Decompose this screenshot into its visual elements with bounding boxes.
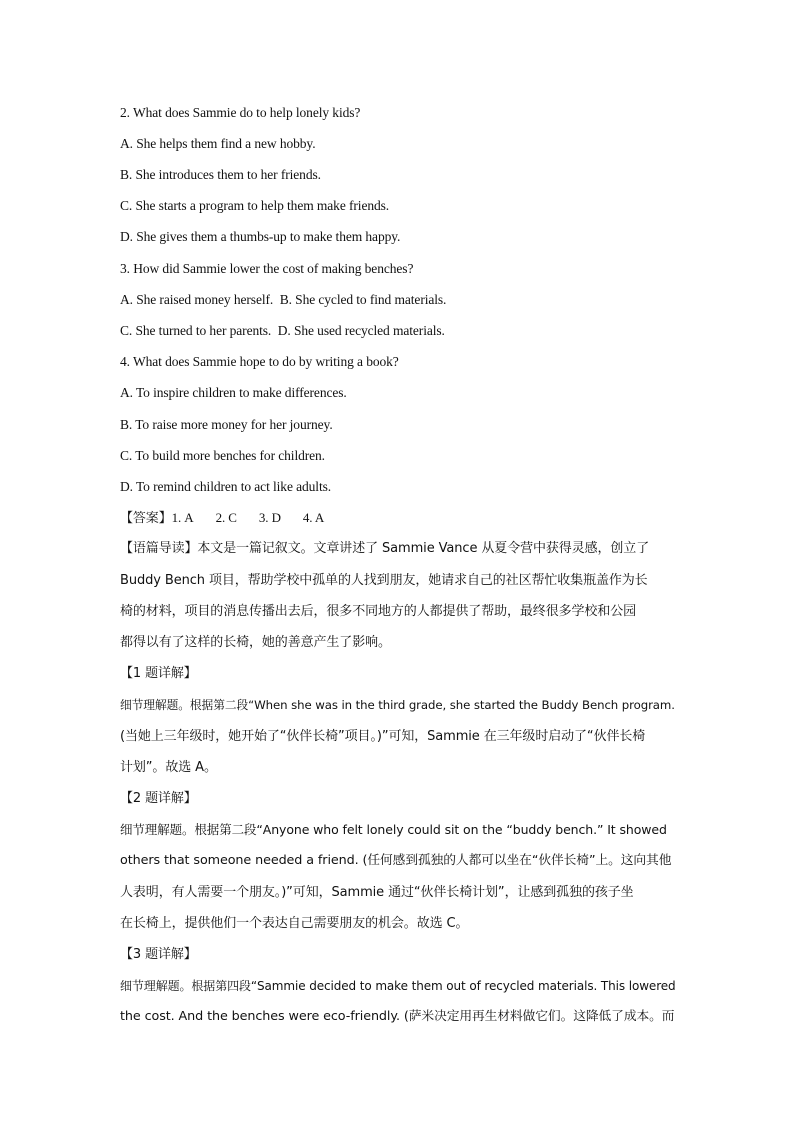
question-3-stem: 3. How did Sammie lower the cost of making benches? xyxy=(120,261,414,276)
question-2-option-c: C. She starts a program to help them make friends. xyxy=(120,198,390,213)
answer-label: 【答案】 xyxy=(120,511,172,526)
guide-line-1: 【语篇导读】本文是一篇记叙文。文章讲述了 Sammie Vance 从夏令营中获得灵感，创立了 xyxy=(120,541,650,556)
question-4-option-a: A. To inspire children to make differences. xyxy=(120,385,347,400)
answer-1: 1. A xyxy=(171,510,194,525)
question-3-options-ab: A. She raised money herself. B. She cycled to find materials. xyxy=(120,292,447,307)
guide-line-4: 都得以有了这样的长椅，她的善意产生了影响。 xyxy=(120,635,391,650)
question-4-option-c: C. To build more benches for children. xyxy=(120,448,325,463)
question-3-options-cd: C. She turned to her parents. D. She used recycled materials. xyxy=(120,323,445,338)
detail-2-line-1: 细节理解题。根据第二段“Anyone who felt lonely could sit on the “buddy bench.” It showed xyxy=(120,822,667,837)
detail-1-heading: 【1 题详解】 xyxy=(120,666,197,681)
detail-2-line-3: 人表明，有人需要一个朋友。)”可知，Sammie 通过“伙伴长椅计划”，让感到孤独的孩子坐 xyxy=(120,885,634,900)
question-2-option-d: D. She gives them a thumbs-up to make them happy. xyxy=(120,229,401,244)
detail-2-line-4: 在长椅上，提供他们一个表达自己需要朋友的机会。故选 C。 xyxy=(120,916,469,931)
detail-3-line-1: 细节理解题。根据第四段“Sammie decided to make them out of recycled materials. This lowered xyxy=(120,979,676,993)
guide-line-3: 椅的材料，项目的消息传播出去后，很多不同地方的人都提供了帮助，最终很多学校和公园 xyxy=(120,604,637,619)
answer-row xyxy=(120,509,676,528)
answer-4: 4. A xyxy=(302,510,325,525)
question-4-option-b: B. To raise more money for her journey. xyxy=(120,417,333,432)
answer-3: 3. D xyxy=(258,510,281,525)
detail-2-heading: 【2 题详解】 xyxy=(120,791,197,806)
answer-2: 2. C xyxy=(215,510,237,525)
question-2-option-b: B. She introduces them to her friends. xyxy=(120,167,321,182)
detail-1-line-1: 细节理解题。根据第二段“When she was in the third grade, she started the Buddy Bench program. xyxy=(120,698,675,712)
guide-line-2: Buddy Bench 项目，帮助学校中孤单的人找到朋友，她请求自己的社区帮忙收集瓶盖作为长 xyxy=(120,573,648,588)
detail-2-line-2: others that someone needed a friend. (任何感到孤独的人都可以坐在“伙伴长椅”上。这向其他 xyxy=(120,853,672,868)
question-2-option-a: A. She helps them find a new hobby. xyxy=(120,136,316,151)
detail-1-line-2: (当她上三年级时，她开始了“伙伴长椅”项目。)”可知，Sammie 在三年级时启动了“伙伴长椅 xyxy=(120,729,646,744)
detail-1-line-3: 计划”。故选 A。 xyxy=(120,760,217,775)
question-2-stem: 2. What does Sammie do to help lonely kids? xyxy=(120,105,361,120)
detail-3-heading: 【3 题详解】 xyxy=(120,947,197,962)
detail-3-line-2: the cost. And the benches were eco-friendly. (萨米决定用再生材料做它们。这降低了成本。而 xyxy=(120,1009,675,1024)
question-4-option-d: D. To remind children to act like adults. xyxy=(120,479,332,494)
question-4-stem: 4. What does Sammie hope to do by writing a book? xyxy=(120,354,399,369)
